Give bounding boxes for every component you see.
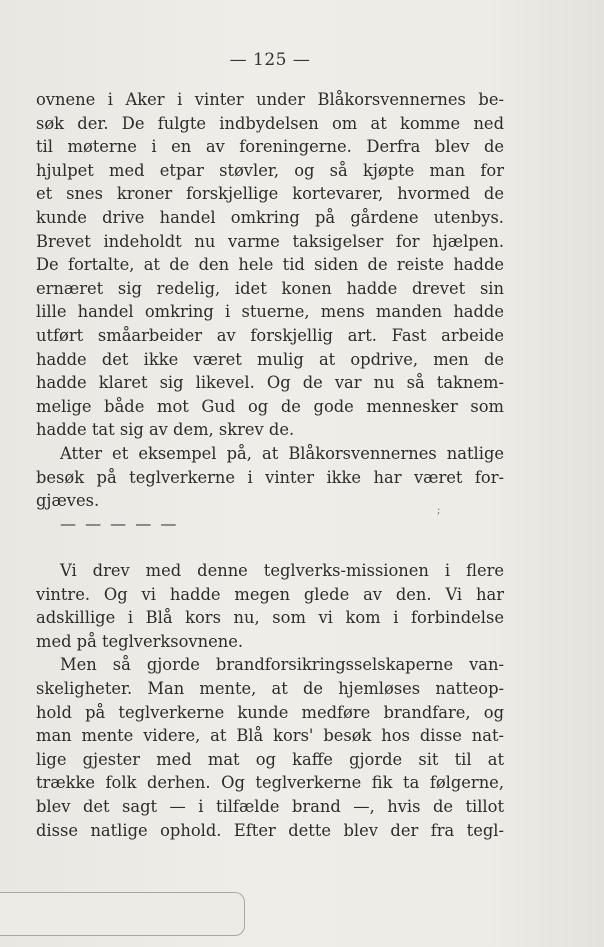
text-line: hadde det ikke været mulig at opdrive, men de [36,349,504,369]
text-line: ovnene i Aker i vinter under Blåkorsvennernes be- [36,90,504,109]
text-line: De fortalte, at de den hele tid siden de reiste hadde [36,255,504,275]
text-line: Brevet indeholdt nu varme taksigelser for hjælpen. [36,231,504,251]
text-line: med på teglverksovnene. [36,631,244,651]
text-line: til møterne i en av foreningerne. Derfra blev de [36,137,504,157]
text-line: besøk på teglverkerne i vinter ikke har været for- [36,467,504,487]
text-line: melige både mot Gud og de gode mennesker som [36,396,504,416]
page-number: — 125 — [229,50,311,70]
ink-speck: ; [437,505,441,516]
text-line: trække folk derhen. Og teglverkerne fik ta følgerne, [36,773,504,793]
text-line: hold på teglverkerne kunde medføre brandfare, og [36,702,504,722]
text-line: hjulpet med etpar støvler, og så kjøpte man for [36,160,504,180]
text-block-upper [36,88,504,513]
text-line: blev det sagt — i tilfælde brand —, hvis de tillot [36,796,504,816]
text-line: hadde tat sig av dem, skrev de. [36,420,295,440]
text-line: lille handel omkring i stuerne, mens manden hadde [36,302,504,322]
text-line: lige gjester med mat og kaffe gjorde sit til at [36,749,504,769]
text-line: søk der. De fulgte indbydelsen om at komme ned [36,113,504,133]
section-separator: — — — — — [60,514,179,533]
text-line: hadde klaret sig likevel. Og de var nu så taknem- [36,373,504,393]
text-line: kunde drive handel omkring på gårdene utenbys. [36,207,504,227]
text-line: disse natlige ophold. Efter dette blev der fra tegl- [36,820,504,840]
text-line: ernæret sig redelig, idet konen hadde drevet sin [36,278,504,298]
text-line: man mente videre, at Blå kors' besøk hos disse nat- [36,726,504,746]
text-line: skeligheter. Man mente, at de hjemløses natteop- [36,678,504,698]
text-line: Atter et eksempel på, at Blåkorsvennernes natlige [60,443,504,463]
text-line: Vi drev med denne teglverks-missionen i flere [60,561,504,580]
library-label-tab [0,892,245,936]
text-line: gjæves. [36,491,100,511]
text-block-lower [36,559,504,842]
text-line: utført småarbeider av forskjellig art. Fast arbeide [36,325,504,345]
text-line: Men så gjorde brandforsikringsselskaperne van- [60,655,504,675]
text-line: vintre. Og vi hadde megen glede av den. Vi har [36,584,504,604]
text-line: et snes kroner forskjellige kortevarer, hvormed de [36,184,504,204]
text-line: adskillige i Blå kors nu, som vi kom i forbindelse [36,608,504,628]
